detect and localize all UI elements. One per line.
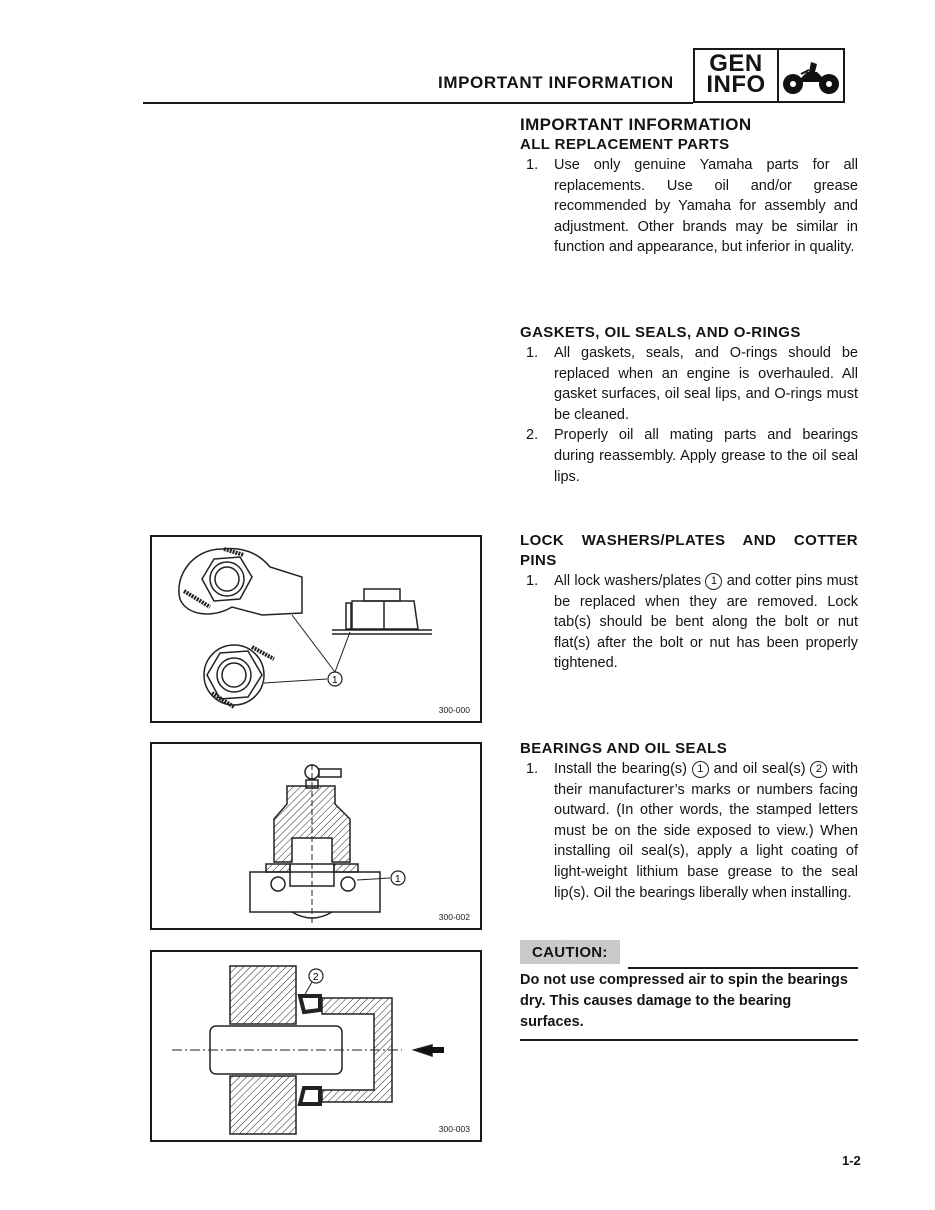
item-number: 1. [526, 761, 539, 777]
section-important-information [520, 115, 858, 258]
item-number: 1. [526, 157, 539, 173]
running-header-title: IMPORTANT INFORMATION [438, 73, 674, 92]
list-item [520, 343, 858, 425]
section-gaskets [520, 323, 858, 487]
caution-bottom-rule [520, 1039, 858, 1041]
caution-label: CAUTION: [520, 940, 620, 964]
item-text [554, 571, 858, 674]
callout-label: 1 [332, 675, 338, 686]
text-part: with their manufacturer’s marks or numbers facing outward. (In other words, the stamped letters must be on the side exposed to view.) When installing oil seal(s), apply a light coating of light-weight lithium base grease to the seal lip(s). Oil the bearings liberally when installing. [554, 761, 859, 901]
text-part: and cotter pins must be replaced when they are removed. Lock tab(s) should be bent along the bolt or nut flat(s) after the bolt or nut has been properly tightened. [554, 573, 859, 672]
figure-code: 300-003 [438, 1124, 470, 1134]
lock-washer-diagram [152, 537, 480, 721]
text-part: All lock washers/plates [554, 573, 702, 589]
text-part: Install the bearing(s) [554, 761, 687, 777]
callout-label: 1 [395, 874, 401, 885]
section-title: IMPORTANT INFORMATION [520, 115, 752, 134]
caution-text: Do not use compressed air to spin the bearings dry. This causes damage to the bearing surfaces. [520, 972, 848, 1030]
figure-bearings [150, 742, 482, 930]
item-text [554, 759, 858, 903]
figure-oil-seals [150, 950, 482, 1142]
callout-ref-1: 1 [692, 761, 709, 778]
callout-ref-1: 1 [705, 573, 722, 590]
figure-code: 300-002 [438, 912, 470, 922]
heading-gaskets: GASKETS, OIL SEALS, AND O-RINGS [520, 324, 801, 341]
section-bearings [520, 739, 858, 903]
list-item [520, 425, 858, 487]
list-item [520, 155, 858, 258]
oil-seal-diagram [152, 952, 480, 1140]
figure-lock-washers [150, 535, 482, 723]
list-item [520, 571, 858, 674]
atv-icon [779, 50, 843, 101]
callout-label: 2 [313, 972, 319, 983]
text-part: and oil seal(s) [713, 761, 806, 777]
item-number: 2. [526, 427, 539, 444]
badge-line-1: GEN [709, 50, 763, 77]
item-text: Properly oil all mating parts and bearings during reassembly. Apply grease to the oil seal lips. [554, 427, 858, 485]
page-number: 1-2 [842, 1153, 861, 1168]
header-rule [143, 102, 693, 104]
callout-ref-2: 2 [810, 761, 827, 778]
list-item [520, 759, 858, 903]
badge-line-2: INFO [706, 71, 766, 98]
section-badge [693, 48, 845, 103]
heading-lock-washers: LOCK WASHERS/PLATES AND COTTER PINS [520, 532, 858, 569]
item-text: Use only genuine Yamaha parts for all replacements. Use oil and/or grease recommended by Yamaha for assembly and adjustment. Other brands may be similar in function and appearance, but inferior in quality. [554, 157, 858, 256]
heading-bearings: BEARINGS AND OIL SEALS [520, 740, 728, 757]
bearing-diagram [152, 744, 480, 928]
item-number: 1. [526, 573, 539, 589]
caution-rule [628, 967, 858, 969]
heading-all-replacement-parts: ALL REPLACEMENT PARTS [520, 136, 730, 153]
item-text: All gaskets, seals, and O-rings should be replaced when an engine is overhauled. All gasket surfaces, oil seal lips, and O-rings must be cleaned. [554, 345, 858, 423]
item-number: 1. [526, 345, 539, 361]
caution-box [520, 940, 858, 1041]
figure-code: 300-000 [438, 705, 470, 715]
section-lock-washers [520, 531, 858, 674]
gen-info-label [695, 50, 779, 101]
